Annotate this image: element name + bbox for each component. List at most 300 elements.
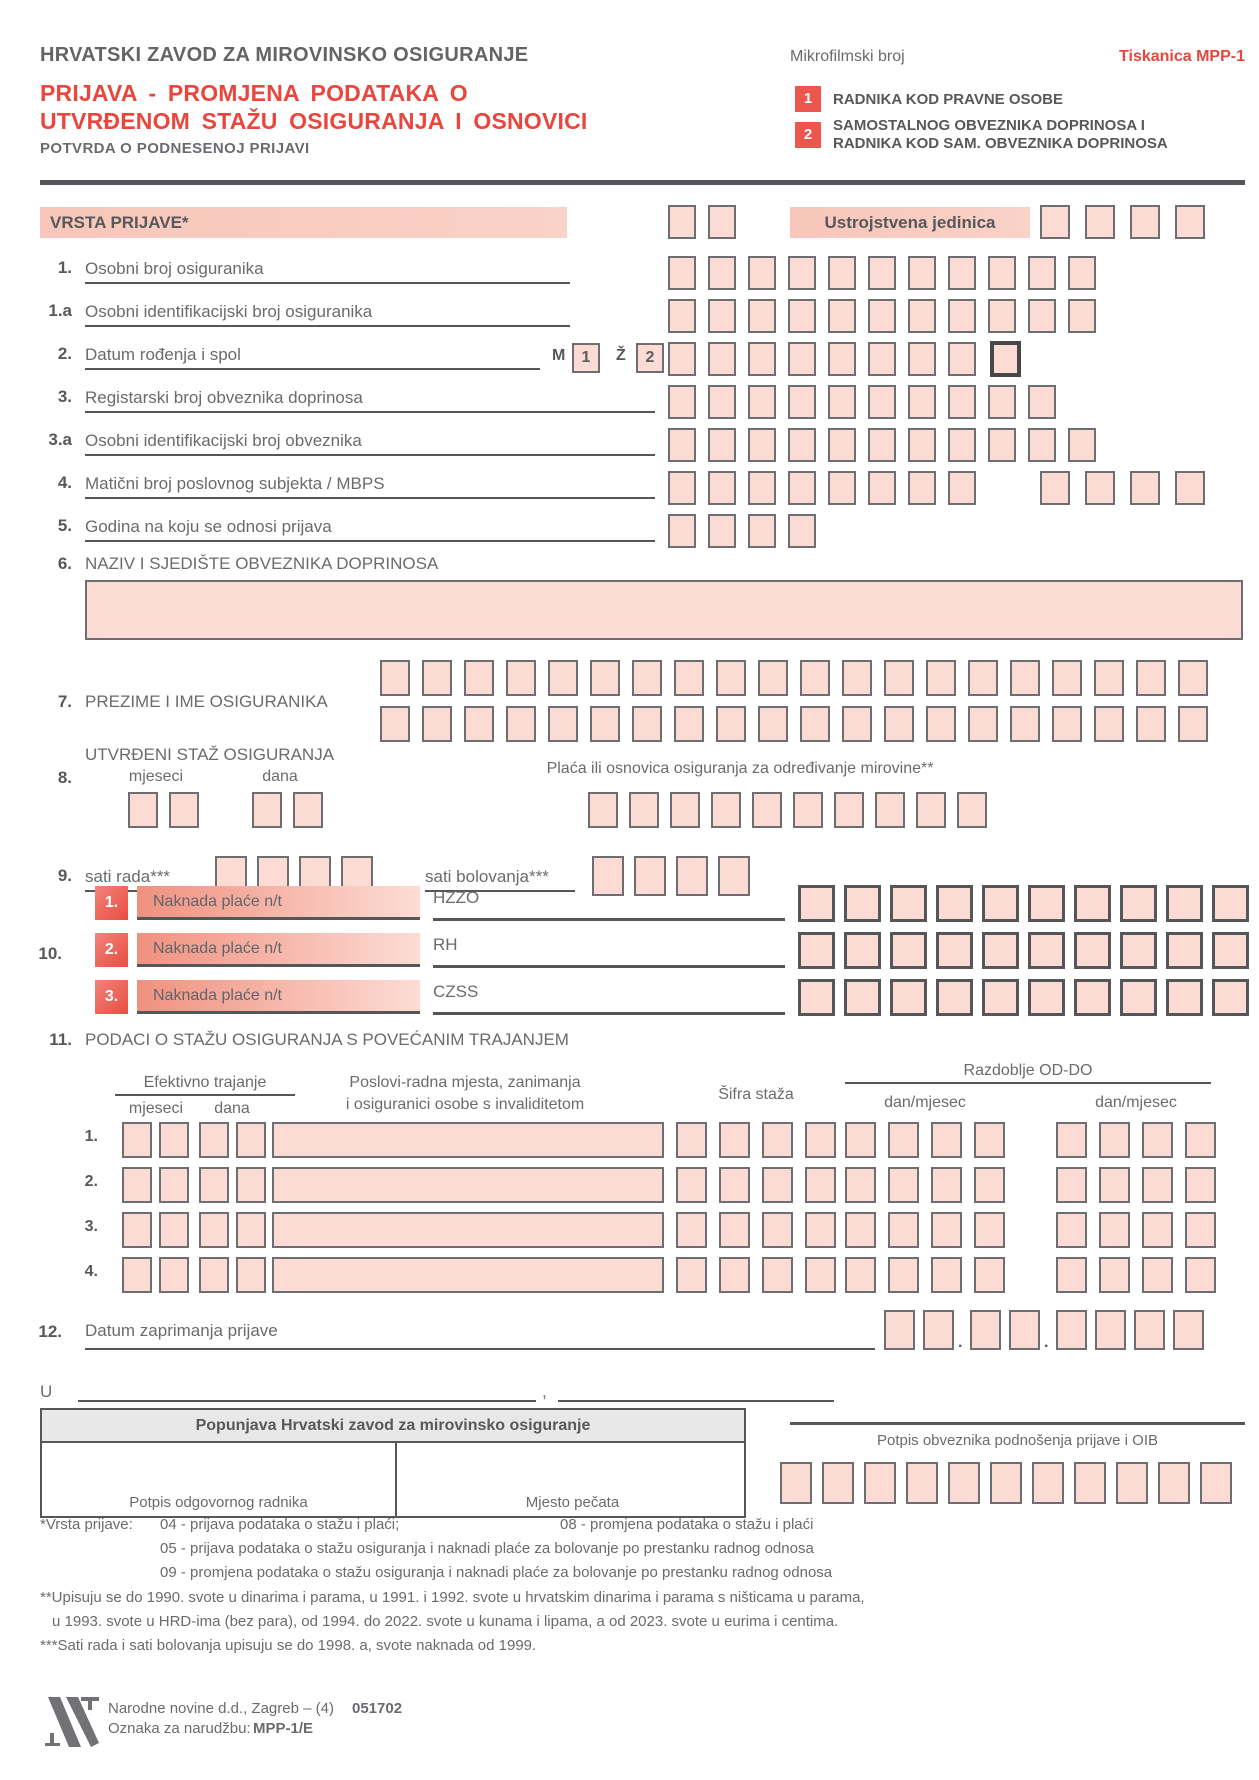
input-cell[interactable] xyxy=(464,660,494,696)
input-cell[interactable] xyxy=(908,385,936,419)
input-cell[interactable] xyxy=(948,1462,980,1504)
input-cell[interactable] xyxy=(676,1212,707,1248)
input-cell[interactable] xyxy=(948,256,976,290)
input-cell[interactable] xyxy=(948,342,976,376)
field-7-label: PREZIME I IME OSIGURANIKA xyxy=(85,692,328,711)
input-cell[interactable] xyxy=(1052,660,1082,696)
input-cell[interactable] xyxy=(199,1167,229,1203)
input-cell[interactable] xyxy=(1178,706,1208,742)
input-cell[interactable] xyxy=(122,1167,152,1203)
input-cell[interactable] xyxy=(506,660,536,696)
input-cell[interactable] xyxy=(1185,1212,1216,1248)
field-8-number: 8. xyxy=(57,768,72,787)
field-2-label: Datum rođenja i spol xyxy=(85,342,540,370)
input-cell[interactable] xyxy=(834,792,864,828)
input-cell[interactable] xyxy=(990,1462,1022,1504)
input-cell[interactable] xyxy=(748,514,776,548)
input-cell[interactable] xyxy=(719,1122,750,1158)
form-title-line1: PRIJAVA - PROMJENA PODATAKA O xyxy=(40,80,468,106)
input-cell[interactable] xyxy=(708,514,736,548)
input-cell[interactable] xyxy=(828,471,856,505)
input-cell[interactable] xyxy=(845,1122,876,1158)
field-3a-number: 3.a xyxy=(48,430,72,449)
input-cell[interactable] xyxy=(890,932,927,969)
input-cell[interactable] xyxy=(800,706,830,742)
input-cell[interactable] xyxy=(668,514,696,548)
effective-duration-header: Efektivno trajanje xyxy=(115,1074,295,1096)
input-cell[interactable] xyxy=(793,792,823,828)
input-cell[interactable] xyxy=(864,1462,896,1504)
input-cell[interactable] xyxy=(868,299,896,333)
input-cell[interactable] xyxy=(668,471,696,505)
field-6-label: NAZIV I SJEDIŠTE OBVEZNIKA DOPRINOSA xyxy=(85,554,439,573)
input-cell[interactable] xyxy=(762,1122,793,1158)
field-9-sick-label: sati bolovanja*** xyxy=(425,864,575,892)
input-cell[interactable] xyxy=(668,205,696,239)
field-11-label: PODACI O STAŽU OSIGURANJA S POVEĆANIM TRAJANJEM xyxy=(85,1030,569,1049)
input-cell[interactable] xyxy=(805,1122,836,1158)
input-cell[interactable] xyxy=(1175,205,1205,239)
input-cell[interactable] xyxy=(805,1257,836,1293)
input-cell[interactable] xyxy=(948,471,976,505)
input-cell[interactable] xyxy=(1185,1167,1216,1203)
input-cell[interactable] xyxy=(948,428,976,462)
input-cell[interactable] xyxy=(1056,1122,1087,1158)
input-cell[interactable] xyxy=(968,706,998,742)
input-cell[interactable] xyxy=(798,932,835,969)
input-cell[interactable] xyxy=(868,385,896,419)
input-cell[interactable] xyxy=(982,979,1019,1016)
obligor-signature-label: Potpis obveznika podnošenja prijave i OIB xyxy=(876,1432,1158,1449)
input-cell[interactable] xyxy=(1094,660,1124,696)
staz-row4-to-cells xyxy=(1056,1257,1216,1293)
input-cell[interactable] xyxy=(1200,1462,1232,1504)
input-cell[interactable] xyxy=(780,1462,812,1504)
input-cell[interactable] xyxy=(719,1257,750,1293)
input-cell[interactable] xyxy=(1052,706,1082,742)
input-cell[interactable] xyxy=(708,299,736,333)
allowance-row1-label: Naknada plaće n/t xyxy=(137,886,420,920)
input-cell[interactable] xyxy=(1178,660,1208,696)
input-cell[interactable] xyxy=(936,979,973,1016)
input-cell[interactable] xyxy=(1068,428,1096,462)
input-cell[interactable] xyxy=(1185,1257,1216,1293)
input-cell[interactable] xyxy=(708,342,736,376)
field-12-number: 12. xyxy=(38,1322,62,1341)
staz-row2-to-cells xyxy=(1056,1167,1216,1203)
input-cell[interactable] xyxy=(748,385,776,419)
input-cell[interactable] xyxy=(1099,1122,1130,1158)
input-cell[interactable] xyxy=(159,1122,189,1158)
input-cell[interactable] xyxy=(805,1167,836,1203)
input-cell[interactable] xyxy=(762,1212,793,1248)
input-cell[interactable] xyxy=(464,706,494,742)
allowance-row2-badge: 2. xyxy=(95,933,128,967)
input-cell[interactable] xyxy=(936,885,973,922)
input-cell[interactable] xyxy=(1166,885,1203,922)
field-12-year-cells xyxy=(1056,1310,1204,1350)
input-cell[interactable] xyxy=(822,1462,854,1504)
input-cell[interactable] xyxy=(676,1167,707,1203)
field-3-number: 3. xyxy=(57,387,72,406)
date-blank-line[interactable] xyxy=(558,1372,834,1402)
allowance-row3-badge: 3. xyxy=(95,980,128,1014)
input-cell[interactable] xyxy=(798,979,835,1016)
input-cell[interactable] xyxy=(842,706,872,742)
input-cell[interactable] xyxy=(668,256,696,290)
input-cell[interactable] xyxy=(974,1122,1005,1158)
input-cell[interactable] xyxy=(788,514,816,548)
input-cell[interactable] xyxy=(236,1122,266,1158)
input-cell[interactable] xyxy=(884,660,914,696)
input-cell[interactable] xyxy=(719,1212,750,1248)
microfilm-label: Mikrofilmski broj xyxy=(790,48,905,65)
input-cell[interactable] xyxy=(844,979,881,1016)
input-cell[interactable] xyxy=(982,885,1019,922)
input-cell[interactable] xyxy=(1120,979,1157,1016)
input-cell[interactable] xyxy=(788,256,816,290)
input-cell[interactable] xyxy=(1040,471,1070,505)
input-cell[interactable] xyxy=(1116,1462,1148,1504)
input-cell[interactable] xyxy=(968,660,998,696)
input-cell[interactable] xyxy=(1166,932,1203,969)
input-cell[interactable] xyxy=(422,660,452,696)
input-cell[interactable] xyxy=(788,299,816,333)
input-cell[interactable] xyxy=(1130,205,1160,239)
input-cell[interactable] xyxy=(890,885,927,922)
input-cell[interactable] xyxy=(926,706,956,742)
input-cell[interactable] xyxy=(845,1212,876,1248)
allowance-row3-org[interactable]: CZSS xyxy=(433,982,785,1015)
input-cell[interactable] xyxy=(988,299,1016,333)
input-cell[interactable] xyxy=(1136,660,1166,696)
input-cell[interactable] xyxy=(1142,1212,1173,1248)
input-cell[interactable] xyxy=(1212,932,1249,969)
input-cell[interactable] xyxy=(890,979,927,1016)
input-cell[interactable] xyxy=(1120,932,1157,969)
input-cell[interactable] xyxy=(748,299,776,333)
input-cell[interactable] xyxy=(1085,471,1115,505)
input-cell[interactable] xyxy=(716,660,746,696)
input-cell[interactable] xyxy=(159,1212,189,1248)
staz-row3-days-cells xyxy=(199,1212,266,1248)
input-cell[interactable] xyxy=(805,1212,836,1248)
staz-row2-job-area[interactable] xyxy=(272,1167,664,1203)
input-cell[interactable] xyxy=(1074,1462,1106,1504)
jobs-header-line2: i osiguranici osobe s invaliditetom xyxy=(345,1096,585,1113)
field-6-input-area[interactable] xyxy=(85,580,1243,640)
input-cell[interactable] xyxy=(828,385,856,419)
input-cell[interactable] xyxy=(888,1167,919,1203)
input-cell[interactable] xyxy=(506,706,536,742)
allowance-row1-org[interactable]: HZZO xyxy=(433,888,785,921)
input-cell[interactable] xyxy=(422,706,452,742)
input-cell[interactable] xyxy=(1095,1310,1126,1350)
input-cell[interactable] xyxy=(1185,1122,1216,1158)
input-cell[interactable] xyxy=(1028,932,1065,969)
input-cell[interactable] xyxy=(908,428,936,462)
input-cell[interactable] xyxy=(674,660,704,696)
input-cell[interactable] xyxy=(719,1167,750,1203)
input-cell[interactable] xyxy=(1142,1257,1173,1293)
type2-label-line2: RADNIKA KOD SAM. OBVEZNIKA DOPRINOSA xyxy=(833,135,1168,152)
input-cell[interactable] xyxy=(590,660,620,696)
input-cell[interactable] xyxy=(845,1167,876,1203)
input-cell[interactable] xyxy=(548,706,578,742)
input-cell[interactable] xyxy=(845,1257,876,1293)
input-cell[interactable] xyxy=(708,471,736,505)
input-cell[interactable] xyxy=(748,342,776,376)
input-cell[interactable] xyxy=(1028,979,1065,1016)
staz-row2-code-cells xyxy=(676,1167,836,1203)
input-cell[interactable] xyxy=(948,299,976,333)
staz-row1-job-area[interactable] xyxy=(272,1122,664,1158)
input-cell[interactable] xyxy=(708,385,736,419)
input-cell[interactable] xyxy=(1099,1257,1130,1293)
input-cell[interactable] xyxy=(1028,299,1056,333)
jobs-header-line1: Poslovi-radna mjesta, zanimanja xyxy=(349,1074,581,1091)
input-cell[interactable] xyxy=(988,428,1016,462)
input-cell[interactable] xyxy=(868,471,896,505)
input-cell[interactable] xyxy=(1175,471,1205,505)
input-cell[interactable] xyxy=(1010,660,1040,696)
input-cell[interactable] xyxy=(1099,1212,1130,1248)
input-cell[interactable] xyxy=(1099,1167,1130,1203)
input-cell[interactable] xyxy=(1056,1167,1087,1203)
input-cell[interactable] xyxy=(674,706,704,742)
input-cell[interactable] xyxy=(923,1310,954,1350)
staz-code-header: Šifra staža xyxy=(718,1086,794,1103)
place-blank-line[interactable] xyxy=(78,1372,536,1402)
input-cell[interactable] xyxy=(1028,256,1056,290)
input-cell[interactable] xyxy=(1010,706,1040,742)
staz-row4-job-area[interactable] xyxy=(272,1257,664,1293)
input-cell[interactable] xyxy=(128,792,158,828)
input-cell[interactable] xyxy=(752,792,782,828)
input-cell[interactable] xyxy=(1212,979,1249,1016)
input-cell[interactable] xyxy=(1028,428,1056,462)
input-cell[interactable] xyxy=(842,660,872,696)
input-cell[interactable] xyxy=(676,1257,707,1293)
input-cell[interactable] xyxy=(199,1122,229,1158)
input-cell[interactable] xyxy=(844,885,881,922)
input-cell[interactable] xyxy=(122,1257,152,1293)
input-cell[interactable] xyxy=(670,792,700,828)
input-cell[interactable] xyxy=(1009,1310,1040,1350)
input-cell[interactable] xyxy=(758,706,788,742)
header-divider xyxy=(40,180,1245,185)
field-7-cells-row1 xyxy=(380,660,1208,696)
male-code-cell[interactable]: 1 xyxy=(572,343,600,373)
input-cell[interactable] xyxy=(1085,205,1115,239)
input-cell[interactable] xyxy=(236,1167,266,1203)
female-code-cell[interactable]: 2 xyxy=(636,343,664,373)
field-4-cells xyxy=(668,471,976,505)
period-header: Razdoblje OD-DO xyxy=(845,1062,1211,1084)
field-4-label: Matični broj poslovnog subjekta / MBPS xyxy=(85,471,655,499)
input-cell[interactable] xyxy=(1142,1122,1173,1158)
staz-row3-job-area[interactable] xyxy=(272,1212,664,1248)
input-cell[interactable] xyxy=(974,1257,1005,1293)
input-cell[interactable] xyxy=(1130,471,1160,505)
input-cell[interactable] xyxy=(590,706,620,742)
input-cell[interactable] xyxy=(668,385,696,419)
input-cell[interactable] xyxy=(748,256,776,290)
field-2-cells xyxy=(668,342,976,376)
input-cell[interactable] xyxy=(1068,299,1096,333)
staz-row4-number: 4. xyxy=(84,1263,98,1280)
input-cell[interactable] xyxy=(1120,885,1157,922)
field-4-cells-right xyxy=(1040,471,1205,505)
input-cell[interactable] xyxy=(380,706,410,742)
input-cell[interactable] xyxy=(668,299,696,333)
f11-days-header: dana xyxy=(214,1100,250,1117)
input-cell[interactable] xyxy=(1040,205,1070,239)
input-cell[interactable] xyxy=(632,706,662,742)
input-cell[interactable] xyxy=(199,1257,229,1293)
input-cell[interactable] xyxy=(828,342,856,376)
field-12-label: Datum zaprimanja prijave xyxy=(85,1318,875,1350)
input-cell[interactable] xyxy=(758,660,788,696)
input-cell[interactable] xyxy=(957,792,987,828)
input-cell[interactable] xyxy=(1056,1257,1087,1293)
input-cell[interactable] xyxy=(908,342,936,376)
input-cell[interactable] xyxy=(788,385,816,419)
input-cell[interactable] xyxy=(588,792,618,828)
org-title: HRVATSKI ZAVOD ZA MIROVINSKO OSIGURANJE xyxy=(40,44,529,66)
input-cell[interactable] xyxy=(1142,1167,1173,1203)
allowance-row2-cells xyxy=(798,932,1249,969)
input-cell[interactable] xyxy=(1032,1462,1064,1504)
input-cell[interactable] xyxy=(868,428,896,462)
input-cell[interactable] xyxy=(1068,256,1096,290)
input-cell[interactable] xyxy=(788,342,816,376)
input-cell[interactable] xyxy=(159,1257,189,1293)
input-cell[interactable] xyxy=(982,932,1019,969)
input-cell[interactable] xyxy=(762,1257,793,1293)
input-cell[interactable] xyxy=(1028,385,1056,419)
input-cell[interactable] xyxy=(800,660,830,696)
input-cell[interactable] xyxy=(828,428,856,462)
input-cell[interactable] xyxy=(828,299,856,333)
input-cell[interactable] xyxy=(676,1122,707,1158)
input-cell[interactable] xyxy=(926,660,956,696)
input-cell[interactable] xyxy=(828,256,856,290)
input-cell[interactable] xyxy=(888,1212,919,1248)
input-cell[interactable] xyxy=(293,792,323,828)
input-cell[interactable] xyxy=(708,428,736,462)
input-cell[interactable] xyxy=(868,256,896,290)
input-cell[interactable] xyxy=(1158,1462,1190,1504)
input-cell[interactable] xyxy=(936,932,973,969)
input-cell[interactable] xyxy=(988,256,1016,290)
input-cell[interactable] xyxy=(888,1257,919,1293)
input-cell[interactable] xyxy=(1094,706,1124,742)
input-cell[interactable] xyxy=(916,792,946,828)
field-8-days-cells xyxy=(252,792,323,828)
input-cell[interactable] xyxy=(1074,885,1111,922)
input-cell[interactable] xyxy=(908,299,936,333)
input-cell[interactable] xyxy=(788,428,816,462)
input-cell[interactable] xyxy=(931,1167,962,1203)
input-cell[interactable] xyxy=(159,1167,189,1203)
input-cell[interactable] xyxy=(1074,932,1111,969)
input-cell[interactable] xyxy=(875,792,905,828)
input-cell[interactable] xyxy=(711,792,741,828)
input-cell[interactable] xyxy=(1056,1212,1087,1248)
order-code-label: Oznaka za narudžbu: xyxy=(108,1720,251,1737)
input-cell[interactable] xyxy=(974,1167,1005,1203)
f11-months-header: mjeseci xyxy=(128,1100,184,1117)
input-cell[interactable] xyxy=(931,1257,962,1293)
input-cell[interactable] xyxy=(1134,1310,1165,1350)
input-cell[interactable] xyxy=(974,1212,1005,1248)
input-cell[interactable] xyxy=(1074,979,1111,1016)
input-cell[interactable] xyxy=(948,385,976,419)
allowance-row2-org[interactable]: RH xyxy=(433,935,785,968)
allowance-row3-cells xyxy=(798,979,1249,1016)
input-cell[interactable] xyxy=(199,1212,229,1248)
input-cell[interactable] xyxy=(668,428,696,462)
input-cell[interactable] xyxy=(548,660,578,696)
input-cell[interactable] xyxy=(748,471,776,505)
input-cell[interactable] xyxy=(908,256,936,290)
staz-row4-code-cells xyxy=(676,1257,836,1293)
input-cell[interactable] xyxy=(122,1122,152,1158)
input-cell[interactable] xyxy=(884,706,914,742)
input-cell[interactable] xyxy=(1166,979,1203,1016)
input-cell[interactable] xyxy=(798,885,835,922)
input-cell[interactable] xyxy=(1056,1310,1087,1350)
input-cell[interactable] xyxy=(708,205,736,239)
input-cell[interactable] xyxy=(748,428,776,462)
input-cell[interactable] xyxy=(169,792,199,828)
input-cell[interactable] xyxy=(931,1122,962,1158)
input-cell[interactable] xyxy=(762,1167,793,1203)
input-cell[interactable] xyxy=(380,660,410,696)
input-cell[interactable] xyxy=(908,471,936,505)
input-cell[interactable] xyxy=(252,792,282,828)
input-cell[interactable] xyxy=(888,1122,919,1158)
form-title-line2: UTVRĐENOM STAŽU OSIGURANJA I OSNOVICI xyxy=(40,108,588,134)
input-cell[interactable] xyxy=(931,1212,962,1248)
input-cell[interactable] xyxy=(988,385,1016,419)
field-1-cells xyxy=(668,256,1096,290)
input-cell[interactable] xyxy=(970,1310,1001,1350)
input-cell[interactable] xyxy=(632,660,662,696)
input-cell[interactable] xyxy=(844,932,881,969)
input-cell[interactable] xyxy=(1173,1310,1204,1350)
input-cell[interactable] xyxy=(788,471,816,505)
input-cell[interactable] xyxy=(884,1310,915,1350)
sex-code-cell[interactable] xyxy=(990,341,1021,377)
footnote-code-08: 08 - promjena podataka o stažu i plaći xyxy=(560,1516,814,1533)
input-cell[interactable] xyxy=(716,706,746,742)
input-cell[interactable] xyxy=(906,1462,938,1504)
input-cell[interactable] xyxy=(868,342,896,376)
input-cell[interactable] xyxy=(1212,885,1249,922)
input-cell[interactable] xyxy=(236,1212,266,1248)
date-dot-1: . xyxy=(958,1334,963,1351)
input-cell[interactable] xyxy=(1028,885,1065,922)
input-cell[interactable] xyxy=(668,342,696,376)
staz-row4-days-cells xyxy=(199,1257,266,1293)
input-cell[interactable] xyxy=(236,1257,266,1293)
input-cell[interactable] xyxy=(122,1212,152,1248)
input-cell[interactable] xyxy=(1136,706,1166,742)
input-cell[interactable] xyxy=(708,256,736,290)
input-cell[interactable] xyxy=(629,792,659,828)
